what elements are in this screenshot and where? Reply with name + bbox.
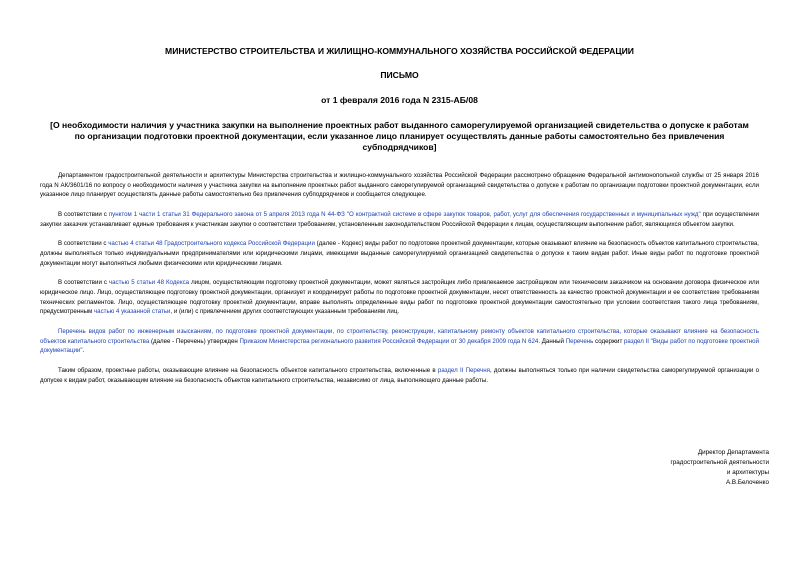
paragraph-text: Таким образом, проектные работы, оказывающие влияние на безопасность объектов капитального строительства, включенные в <box>58 366 438 374</box>
document-date-number: от 1 февраля 2016 года N 2315-АБ/08 <box>321 94 478 105</box>
paragraph-text: Департаментом градостроительной деятельности и архитектуры Министерства строительства и жилищно-коммунального хозяйства Российской Федерации рассмотрено обращение Федеральной антимонопольной службы от 25 января 2016 года N АК/3601/16 по вопросу о необходимости наличия у участника закупки на выполнение проектных работ выданного саморегулируемой организацией свидетельства о допуске к работам по организации подготовки проектной документации, если указанное лицо планирует осуществлять данные работы самостоятельно без привлечения субподрядчиков и сообщается следующее. <box>40 171 759 199</box>
paragraph-3 <box>40 239 759 269</box>
paragraph-text: содержит <box>593 337 624 345</box>
paragraph-text: (далее - Кодекс) виды работ по подготовке проектной документации, которые оказывают влияние на безопасность объектов капитального строительства, должны выполняться только индивидуальными предпринимателями или юридическими лицами, имеющими выданные саморегулируемой организацией свидетельства о допуске к таким видам работ. Иные виды работ по подготовке проектной документации могут выполняться любыми физическими или юридическими лицами. <box>40 239 760 267</box>
paragraph-text: В соответствии с <box>58 239 109 247</box>
urban-code-art48-part4-link[interactable]: частью 4 статьи 48 Градостроительного кодекса Российской Федерации <box>108 239 315 247</box>
signature-name: А.В.Белоченко <box>725 479 769 487</box>
paragraph-text: при осуществлении закупки заказчик устанавливает единые требования к участникам закупки о соответствии требованиям, установленным законодательством Российской Федерации к лицам, осуществляющим выполнение работ, являющихся объектом закупки. <box>40 210 759 228</box>
document-type: ПИСЬМО <box>380 70 419 81</box>
paragraph-6 <box>40 366 759 386</box>
signature-block <box>670 448 769 488</box>
works-list-link[interactable]: Перечень видов работ по инженерным изысканиям, по подготовке проектной документации, по строительству, реконструкции, капитальному ремонту объектов капитального строительства, которые оказывают влияние на безопасность объектов капитального строительства <box>40 327 759 345</box>
art48-part4-link[interactable]: частью 4 указанной статьи <box>93 308 171 316</box>
ministry-heading: МИНИСТЕРСТВО СТРОИТЕЛЬСТВА И ЖИЛИЩНО-КОММУНАЛЬНОГО ХОЗЯЙСТВА РОССИЙСКОЙ ФЕДЕРАЦИИ <box>165 46 634 56</box>
paragraph-5 <box>40 327 759 357</box>
order-624-link[interactable]: Приказом Министерства регионального развития Российской Федерации от 30 декабря 2009 года N 624 <box>239 337 539 345</box>
paragraph-text: лицом, осуществляющим подготовку проектной документации, может являться застройщик либо привлекаемое застройщиком или техническим заказчиком на основании договора физическое или юридическое лицо. Лицо, осуществляющее подготовку проектной документации, организует и координирует работы по подготовке проектной документации, несет ответственность за качество проектной документации и ее соответствие требованиям технических регламентов. Лицо, осуществляющее подготовку проектной документации, вправе выполнять определенные виды работ по подготовке проектной документации самостоятельно при условии соответствия такого лица требованиям, предусмотренным <box>40 278 759 316</box>
list-link[interactable]: Перечень <box>565 337 594 345</box>
paragraph-text: . <box>82 347 85 355</box>
paragraph-text: , должны выполняться только при наличии свидетельства саморегулируемой организации о допуске к видам работ, оказывающим влияние на безопасность объектов капитального строительства, независимо от лица, выполняющего данные работы. <box>40 366 760 384</box>
signature-position-line2: градостроительной деятельности <box>670 459 769 467</box>
law-44fz-link[interactable]: пунктом 1 части 1 статьи 31 Федерального закона от 5 апреля 2013 года N 44-ФЗ "О контрактной системе в сфере закупок товаров, работ, услуг для обеспечения государственных и муниципальных нужд" <box>108 210 701 218</box>
paragraph-4 <box>40 278 759 317</box>
paragraph-text: , и (или) с привлечением других соответствующих указанным требованиям лиц. <box>170 308 400 316</box>
paragraph-text: . Данный <box>538 337 566 345</box>
code-art48-part5-link[interactable]: частью 5 статьи 48 Кодекса <box>108 278 190 286</box>
document-body <box>40 171 759 386</box>
paragraph-2 <box>40 210 759 230</box>
list-section-ii-link[interactable]: раздел II Перечня <box>437 366 490 374</box>
signature-position-line3: и архитектуры <box>726 469 769 477</box>
document-subject: [О необходимости наличия у участника закупки на выполнение проектных работ выданного саморегулируемой организацией свидетельства о допуске к работам по организации подготовки проектной документации, если указанное лицо планирует осуществлять данные работы самостоятельно без привлечения субподрядчиков] <box>50 120 749 152</box>
paragraph-text: В соответствии с <box>58 278 109 286</box>
section-ii-link[interactable]: раздел II "Виды работ по подготовке проектной документации" <box>40 337 760 355</box>
signature-position-line1: Директор Департамента <box>697 449 769 456</box>
paragraph-text: В соответствии с <box>58 210 109 218</box>
paragraph-text: (далее - Перечень) утвержден <box>149 337 240 345</box>
paragraph-1 <box>40 171 759 201</box>
